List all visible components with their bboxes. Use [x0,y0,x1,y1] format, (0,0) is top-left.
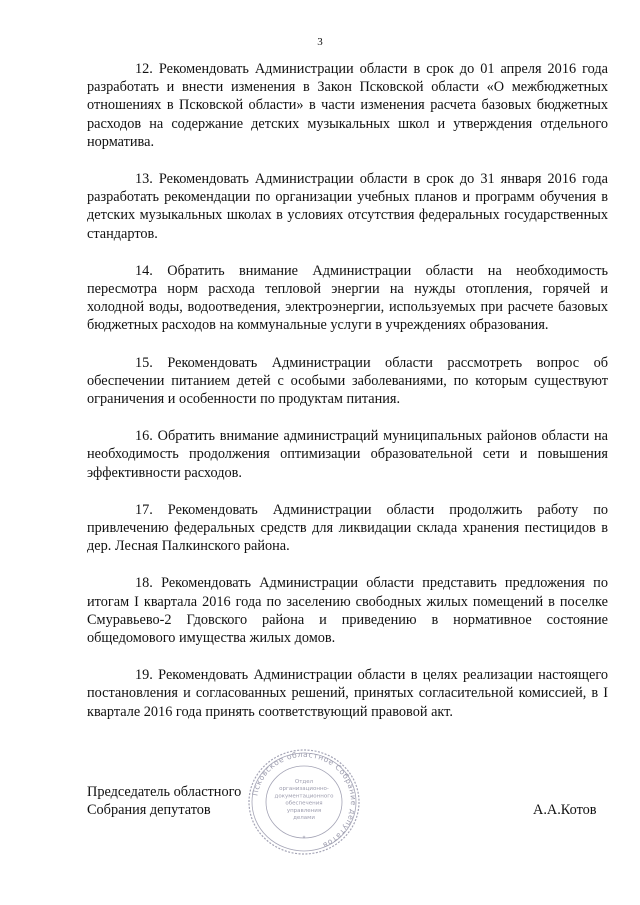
seal-center-line: делами [293,815,315,821]
signer-name: А.А.Котов [533,802,597,818]
paragraph-12: 12. Рекомендовать Администрации области в срок до 01 апреля 2016 года разработать и внести изменения в Закон Псковской области «О межбюджетных отношениях в Псковской области» в части изменения расчета базовых бюджетных расходов на содержание детских музыкальных школ и утверждения отдельного норматива. [87,61,608,150]
seal-center-line: организационно- [279,786,329,793]
seal-center-line: обеспечения [285,800,323,807]
signature-title-line-2: Собрания депутатов [87,802,211,818]
seal-center-line: управления [286,807,322,814]
paragraph-17: 17. Рекомендовать Администрации области продолжить работу по привлечению федеральных средств для ликвидации склада хранения пестицидов в дер. Лесная Палкинского района. [87,501,608,555]
seal-center-line: документационного [274,793,334,800]
body-text [87,60,608,740]
paragraph-19: 19. Рекомендовать Администрации области в целях реализации настоящего постановления и согласованных решений, принятых согласительной комиссией, в I квартале 2016 года принять соответствующий правовой акт. [87,667,608,720]
paragraph-16: 16. Обратить внимание администраций муниципальных районов области на необходимость продолжения оптимизации образовательной сети и повышения эффективности расходов. [87,428,608,481]
paragraph-13: 13. Рекомендовать Администрации области в срок до 31 января 2016 года разработать рекомендации по организации учебных планов и программ обучения в детских музыкальных школах в условиях отсутствия федеральных государственных стандартов. [87,171,608,242]
signature-title-line-1: Председатель областного [87,784,242,800]
paragraph-18: 18. Рекомендовать Администрации области представить предложения по итогам I квартала 2016 года по заселению свободных жилых помещений в поселке Смуравьево-2 Гдовского района и приведению в нормативное состояние общедомового имущества жилых домов. [87,575,608,647]
svg-text:Псковское областное Собрание д: Псковское областное Собрание депутатов [250,749,359,851]
signature-title [87,783,241,819]
paragraph-14: 14. Обратить внимание Администрации области на необходимость пересмотра норм расхода тепловой энергии на нужды отопления, горячей и холодной воды, водоотведения, электроэнергии, используемых при расчете базовых бюджетных расходов на коммунальные услуги в учреждениях образования. [87,262,608,334]
page-number: 3 [317,36,323,48]
seal-center-line: Отдел [294,779,314,785]
paragraph-15: 15. Рекомендовать Администрации области рассмотреть вопрос об обеспечении питанием детей с особыми заболеваниями, по которым существуют ограничения и особенности по продуктам питания. [87,354,608,408]
official-seal-stamp [246,748,362,856]
svg-text:*: * [302,835,306,842]
